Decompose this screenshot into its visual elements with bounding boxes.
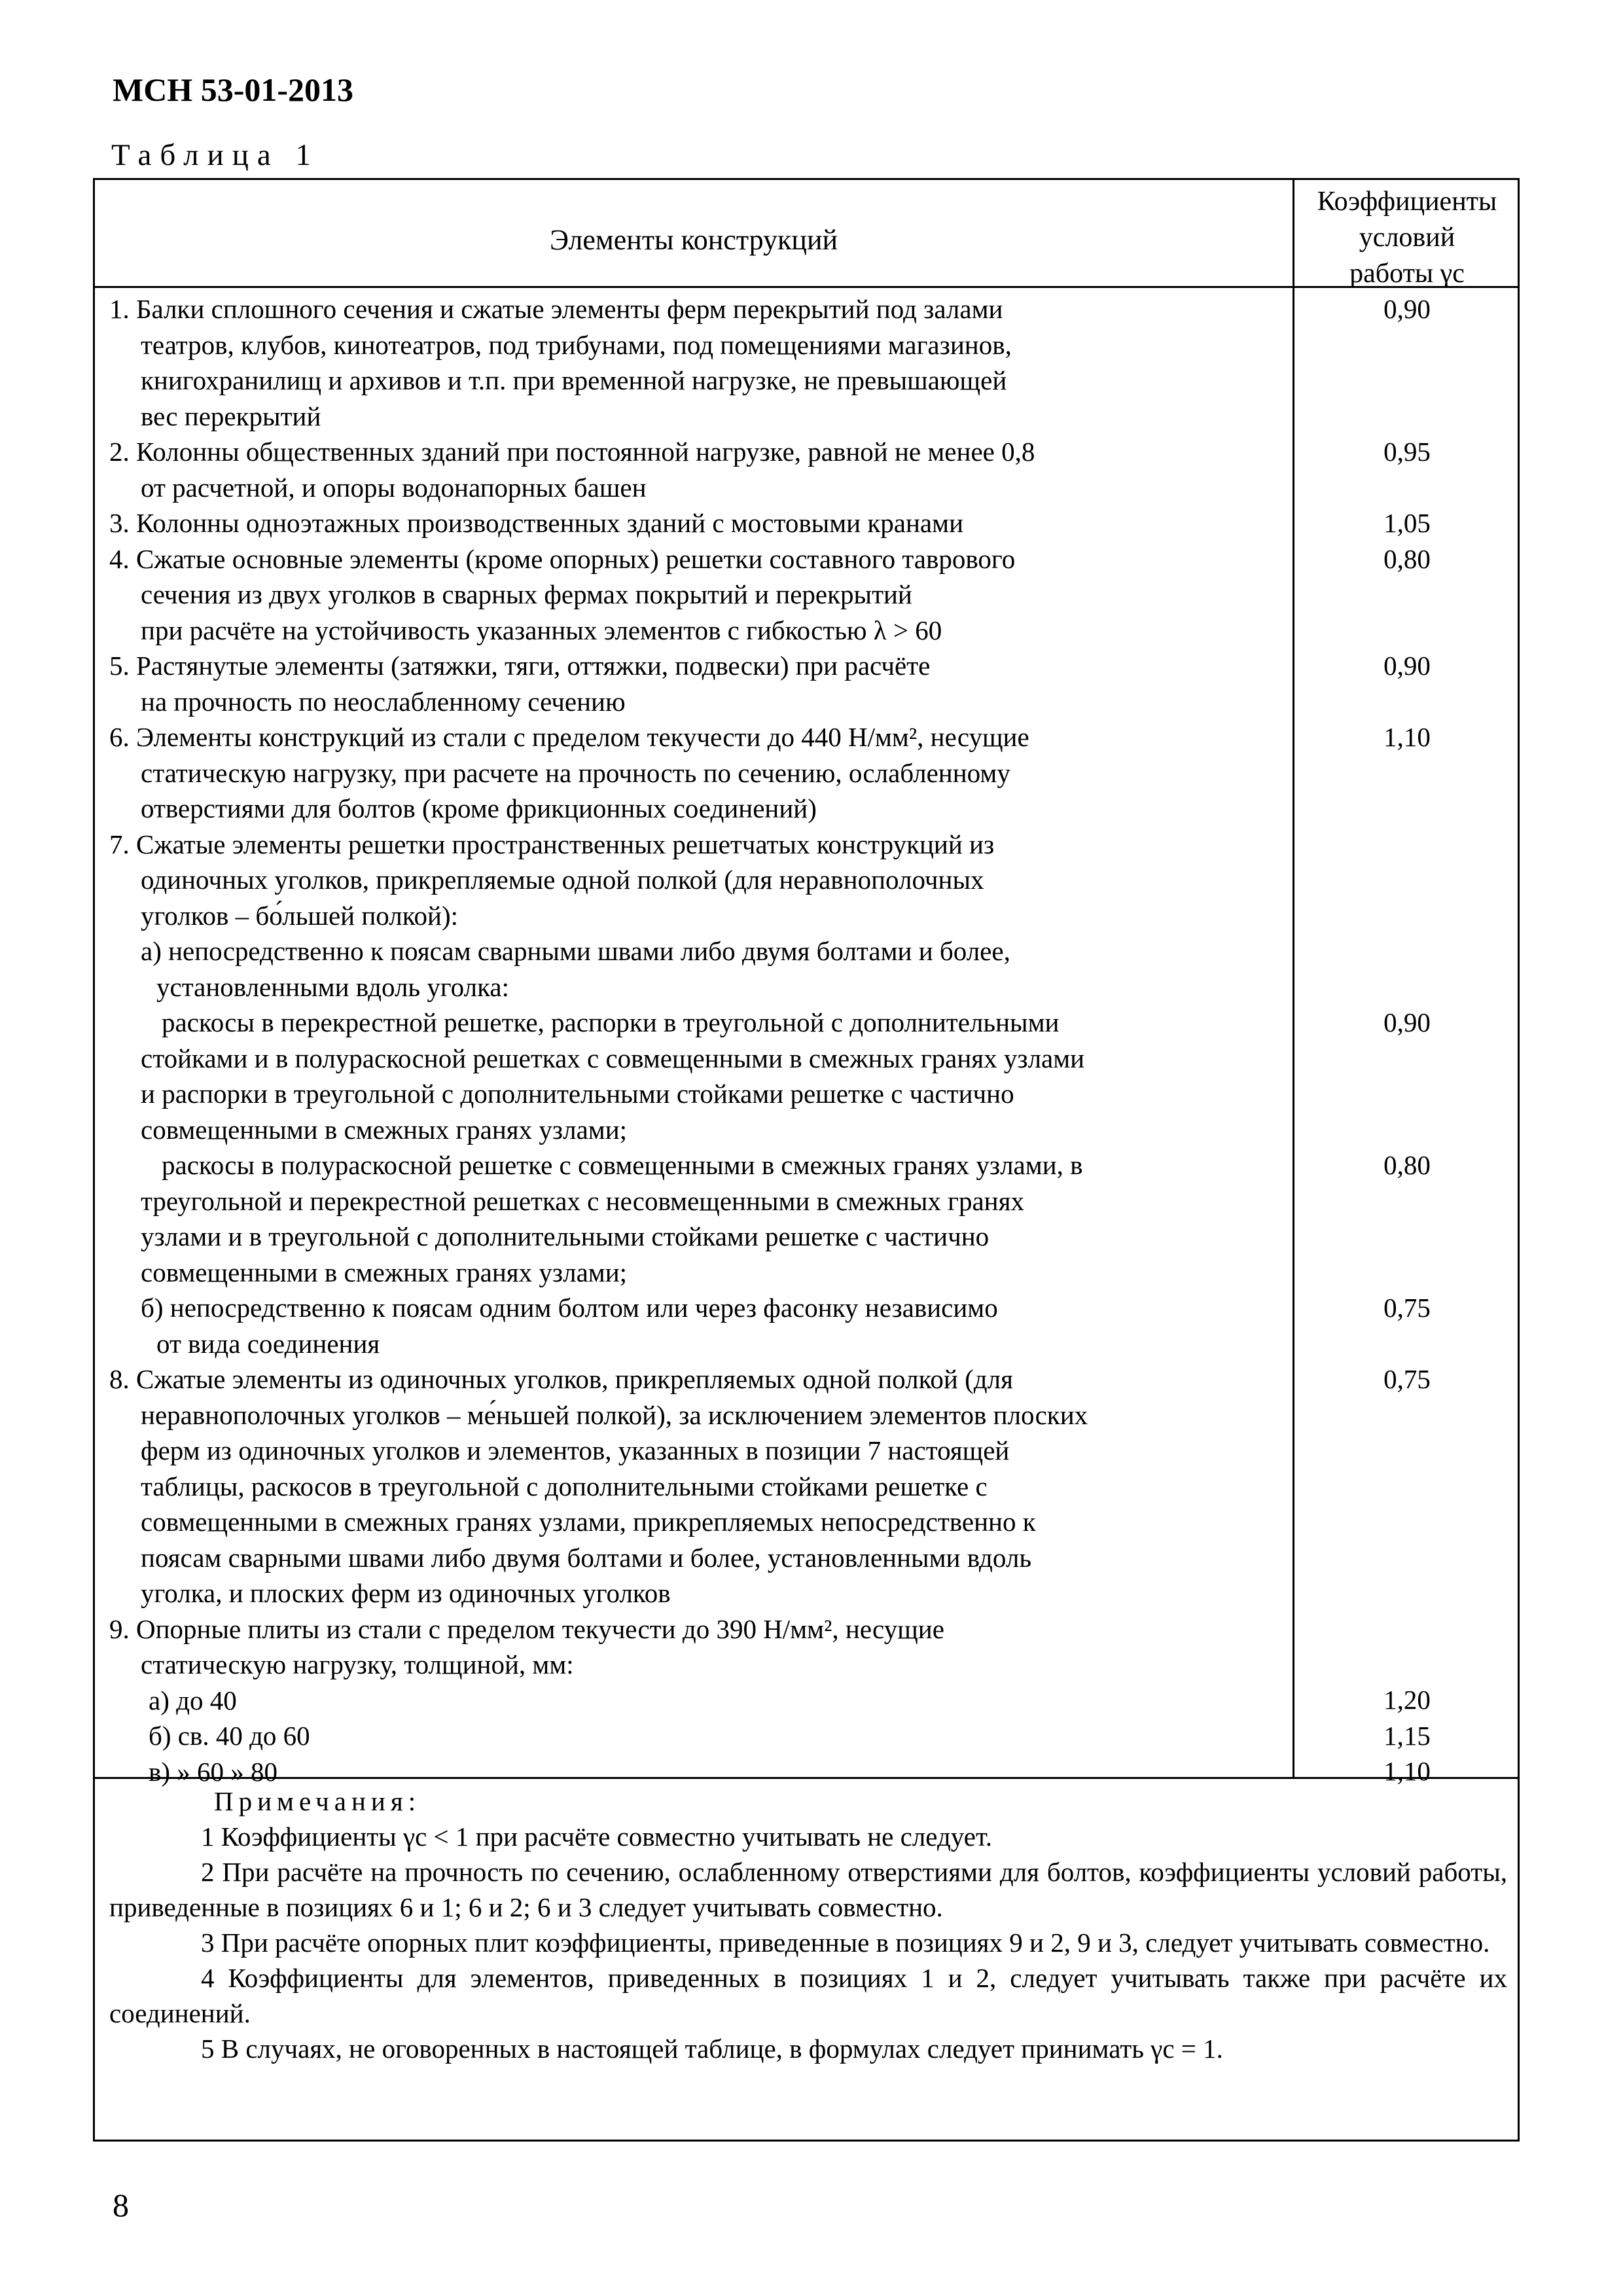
table-row: книгохранилищ и архивов и т.п. при временной нагрузке, не превышающей (141, 365, 1007, 395)
table-row: ферм из одиночных уголков и элементов, указанных в позиции 7 настоящей (141, 1435, 1010, 1465)
table-row: в) » 60 » 80 (149, 1756, 278, 1787)
header-elements: Элементы конструкций (549, 224, 838, 256)
coefficient-value: 0,75 (1383, 1364, 1431, 1394)
table-row: 7. Сжатые элементы решетки пространственных решетчатых конструкций из (109, 829, 995, 859)
table-caption: Таблица 1 (111, 138, 320, 172)
table-row: уголков – бо́льшей полкой): (141, 900, 459, 931)
table-row: 5. Растянутые элементы (затяжки, тяги, оттяжки, подвески) при расчёте (109, 651, 931, 681)
header-coef-line-2: условий (1359, 223, 1455, 253)
table-row: 4. Сжатые основные элементы (кроме опорных) решетки составного таврового (109, 543, 1016, 574)
table-row: статическую нагрузку, при расчете на прочность по сечению, ослабленному (141, 757, 1010, 788)
table-row: б) непосредственно к поясам одним болтом или через фасонку независимо (141, 1293, 998, 1323)
note-5: 5 В случаях, не оговоренных в настоящей таблице, в формулах следует принимать γc = 1. (201, 2034, 1223, 2064)
note-4: 4 Коэффициенты для элементов, приведенных в позициях 1 и 2, следует учитывать также при расчёте их соединений. (109, 1963, 1507, 2028)
coefficient-value: 1,10 (1383, 722, 1431, 752)
coefficient-value: 1,15 (1383, 1721, 1431, 1751)
table-rows (109, 291, 1287, 1789)
table-row: совмещенными в смежных гранях узлами; (141, 1114, 628, 1145)
table-row: 2. Колонны общественных зданий при постоянной нагрузке, равной не менее 0,8 (109, 437, 1035, 467)
table-row: совмещенными в смежных гранях узлами, прикрепляемых непосредственно к (141, 1507, 1036, 1537)
table-row: поясам сварными швами либо двумя болтами и более, установленными вдоль (141, 1542, 1032, 1573)
table-row: а) до 40 (149, 1685, 237, 1715)
header-coefficients (1294, 184, 1520, 292)
table-row: 8. Сжатые элементы из одиночных уголков, прикрепляемых одной полкой (для (109, 1364, 1013, 1394)
table-row: установленными вдоль уголка: (156, 971, 509, 1002)
table-row: от расчетной, и опоры водонапорных башен (141, 472, 647, 503)
coefficients-table (93, 178, 1520, 2142)
table-row: узлами и в треугольной с дополнительными стойками решетке с частично (141, 1221, 990, 1251)
table-row: б) св. 40 до 60 (149, 1721, 310, 1751)
table-row: стойками и в полураскосной решетках с совмещенными в смежных гранях узлами (141, 1043, 1085, 1073)
table-row: при расчёте на устойчивость указанных элементов с гибкостью λ > 60 (141, 615, 942, 645)
table-row: 3. Колонны одноэтажных производственных зданий с мостовыми кранами (109, 508, 964, 538)
column-divider (1293, 180, 1294, 1779)
table-notes (109, 1784, 1507, 2066)
note-1: 1 Коэффициенты γc < 1 при расчёте совместно учитывать не следует. (201, 1821, 993, 1852)
table-row: статическую нагрузку, толщиной, мм: (141, 1649, 574, 1679)
header-coef-line-3: работы γc (1349, 259, 1465, 289)
coefficient-value: 1,20 (1383, 1685, 1431, 1715)
coefficient-value: 0,90 (1383, 651, 1431, 681)
page-number: 8 (113, 2187, 129, 2223)
header-coef-line-1: Коэффициенты (1317, 187, 1497, 217)
table-row: уголка, и плоских ферм из одиночных уголков (141, 1578, 671, 1608)
notes-title: Примечания: (214, 1786, 421, 1816)
table-row: треугольной и перекрестной решетках с несовмещенными в смежных гранях (141, 1185, 1024, 1216)
table-row: вес перекрытий (141, 401, 321, 431)
coefficient-value: 1,05 (1383, 508, 1431, 538)
table-row: таблицы, раскосов в треугольной с дополнительными стойками решетке с (141, 1471, 988, 1501)
table-row: раскосы в перекрестной решетке, распорки в треугольной с дополнительными (162, 1007, 1060, 1037)
table-row: неравнополочных уголков – ме́ньшей полкой), за исключением элементов плоских (141, 1399, 1088, 1430)
document-code: МСН 53-01-2013 (113, 71, 353, 108)
table-row: 9. Опорные плиты из стали с пределом текучести до 390 Н/мм², несущие (109, 1613, 944, 1644)
table-row: сечения из двух уголков в сварных фермах покрытий и перекрытий (141, 579, 912, 609)
coefficient-value: 0,75 (1383, 1293, 1431, 1323)
coefficient-value: 1,10 (1383, 1756, 1431, 1786)
table-row: 1. Балки сплошного сечения и сжатые элементы ферм перекрытий под залами (109, 294, 1003, 324)
coefficient-value: 0,80 (1383, 1150, 1431, 1180)
table-row: и распорки в треугольной с дополнительными стойками решетке с частично (141, 1079, 1014, 1109)
table-row: а) непосредственно к поясам сварными швами либо двумя болтами и более, (141, 936, 1010, 966)
coefficient-value: 0,90 (1383, 294, 1431, 324)
table-row: на прочность по неослабленному сечению (141, 686, 626, 717)
coefficient-value: 0,90 (1383, 1007, 1431, 1037)
table-row: отверстиями для болтов (кроме фрикционных соединений) (141, 793, 817, 823)
coefficient-value: 0,95 (1383, 437, 1431, 467)
table-row: театров, клубов, кинотеатров, под трибунами, под помещениями магазинов, (141, 329, 1012, 360)
coefficient-value: 0,80 (1383, 544, 1431, 574)
table-row: раскосы в полураскосной решетке с совмещенными в смежных гранях узлами, в (162, 1150, 1083, 1180)
note-3: 3 При расчёте опорных плит коэффициенты, приведенные в позициях 9 и 2, 9 и 3, следует учитывать совместно. (201, 1928, 1490, 1958)
table-row: 6. Элементы конструкций из стали с пределом текучести до 440 Н/мм², несущие (109, 722, 1029, 752)
note-2: 2 При расчёте на прочность по сечению, ослабленному отверстиями для болтов, коэффициенты условий работы, приведенные в позициях 6 и 1; 6 и 2; 6 и 3 следует учитывать совместно. (109, 1857, 1507, 1922)
table-row: одиночных уголков, прикрепляемые одной полкой (для неравнополочных (141, 865, 984, 895)
table-row: от вида соединения (156, 1328, 380, 1359)
table-row: совмещенными в смежных гранях узлами; (141, 1257, 628, 1287)
